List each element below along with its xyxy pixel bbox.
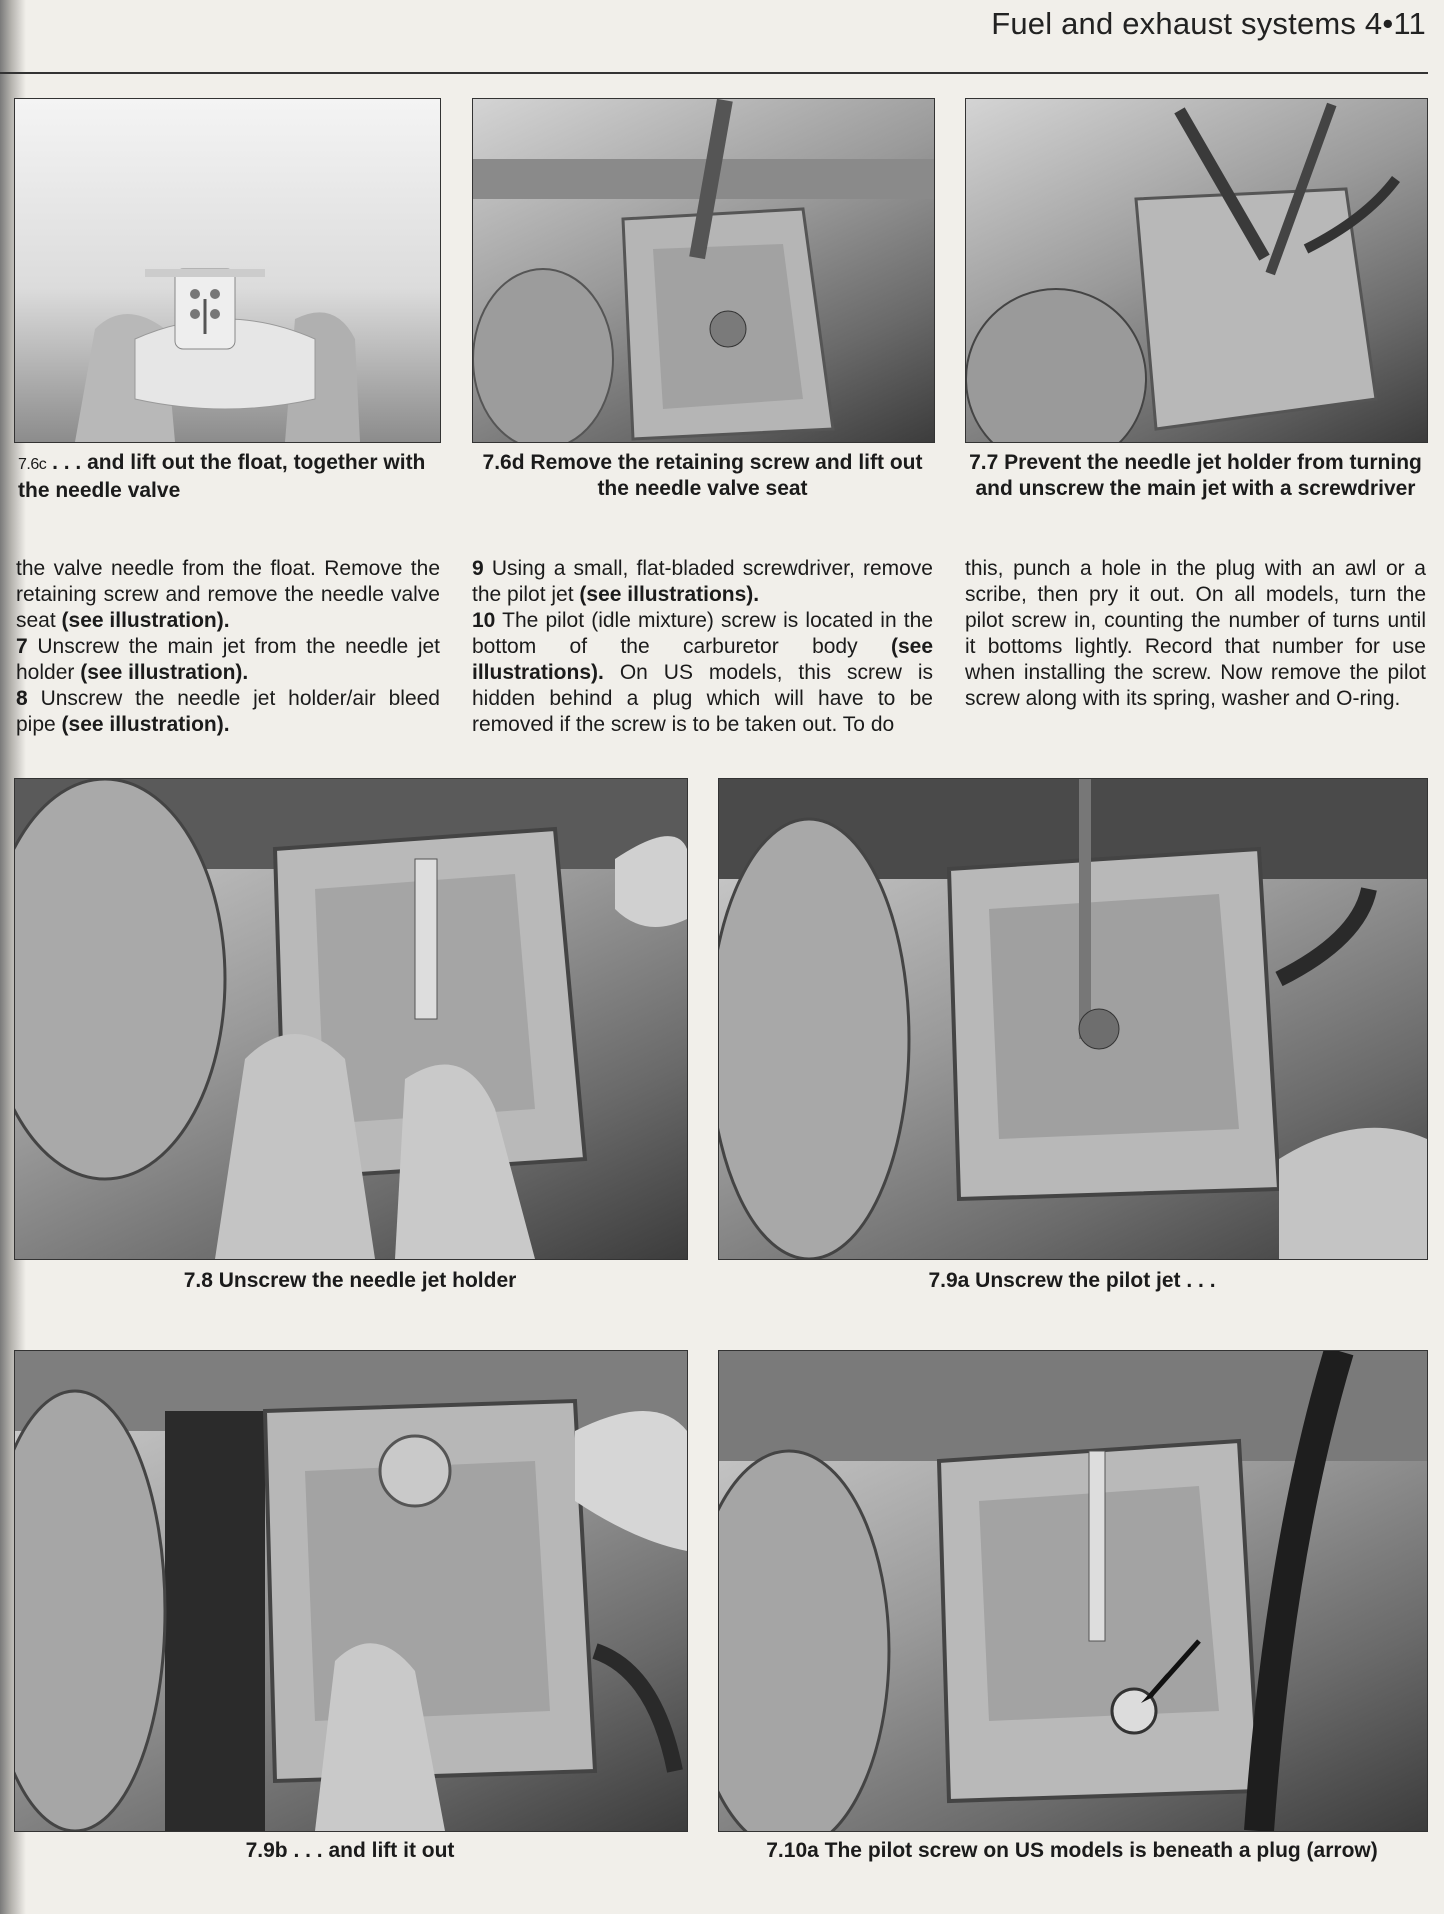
figure-caption-text: Unscrew the needle jet holder: [212, 1269, 517, 1292]
figure-number: 7.8: [183, 1269, 213, 1292]
figure-number: 7.6c: [18, 456, 47, 473]
figure-caption-text: Unscrew the pilot jet . . .: [969, 1269, 1216, 1292]
photo-7-10a: [718, 1350, 1428, 1832]
figure-number: 7.6d: [482, 451, 525, 474]
photo-7-6c: [14, 98, 441, 443]
photo-7-8: [14, 778, 688, 1260]
text-column-1: [16, 556, 440, 738]
figure-caption-text: The pilot screw on US models is beneath a plug (arrow): [818, 1839, 1378, 1862]
caption-7-6d: [472, 450, 933, 502]
figure-caption-text: . . . and lift out the float, together with the needle valve: [18, 451, 426, 502]
photo-7-7: [965, 98, 1428, 443]
figure-number: 7.7: [969, 451, 999, 474]
figure-number: 7.10a: [766, 1839, 819, 1862]
photo-7-9b: [14, 1350, 688, 1832]
caption-7-9b: [14, 1838, 686, 1864]
photo-7-6d: [472, 98, 935, 443]
header-rule: [0, 72, 1428, 74]
figure-caption-text: . . . and lift it out: [287, 1839, 455, 1862]
paragraph: 10 The pilot (idle mixture) screw is located in the bottom of the carburetor body (see illustrations). On US models, this screw is hidden behind a plug which will have to be removed if the screw is to be taken out. To do: [472, 609, 933, 736]
paragraph: this, punch a hole in the plug with an awl or a scribe, then pry it out. On all models, turn the pilot screw in, counting the number of turns until it bottoms lightly. Record that number for use when installing the screw. Now remove the pilot screw along with its spring, washer and O-ring.: [965, 557, 1426, 710]
caption-7-7: [965, 450, 1426, 502]
figure-caption-text: Remove the retaining screw and lift out the needle valve seat: [524, 451, 923, 500]
paragraph: 7 Unscrew the main jet from the needle jet holder (see illustration).: [16, 635, 440, 684]
figure-caption-text: Prevent the needle jet holder from turning and unscrew the main jet with a screwdriver: [975, 451, 1422, 500]
figure-number: 7.9b: [245, 1839, 288, 1862]
text-column-2: [472, 556, 933, 738]
text-column-3: [965, 556, 1426, 712]
paragraph: 9 Using a small, flat-bladed screwdriver, remove the pilot jet (see illustrations).: [472, 557, 933, 606]
caption-7-9a: [718, 1268, 1426, 1294]
page-header-title: Fuel and exhaust systems 4•11: [991, 6, 1426, 41]
paragraph: 8 Unscrew the needle jet holder/air bleed pipe (see illustration).: [16, 687, 440, 736]
figure-number: 7.9a: [928, 1269, 970, 1292]
photo-7-9a: [718, 778, 1428, 1260]
caption-7-8: [14, 1268, 686, 1294]
paragraph: the valve needle from the float. Remove the retaining screw and remove the needle valve seat (see illustration).: [16, 557, 440, 632]
caption-7-10a: [718, 1838, 1426, 1864]
caption-7-6c: [18, 450, 443, 504]
